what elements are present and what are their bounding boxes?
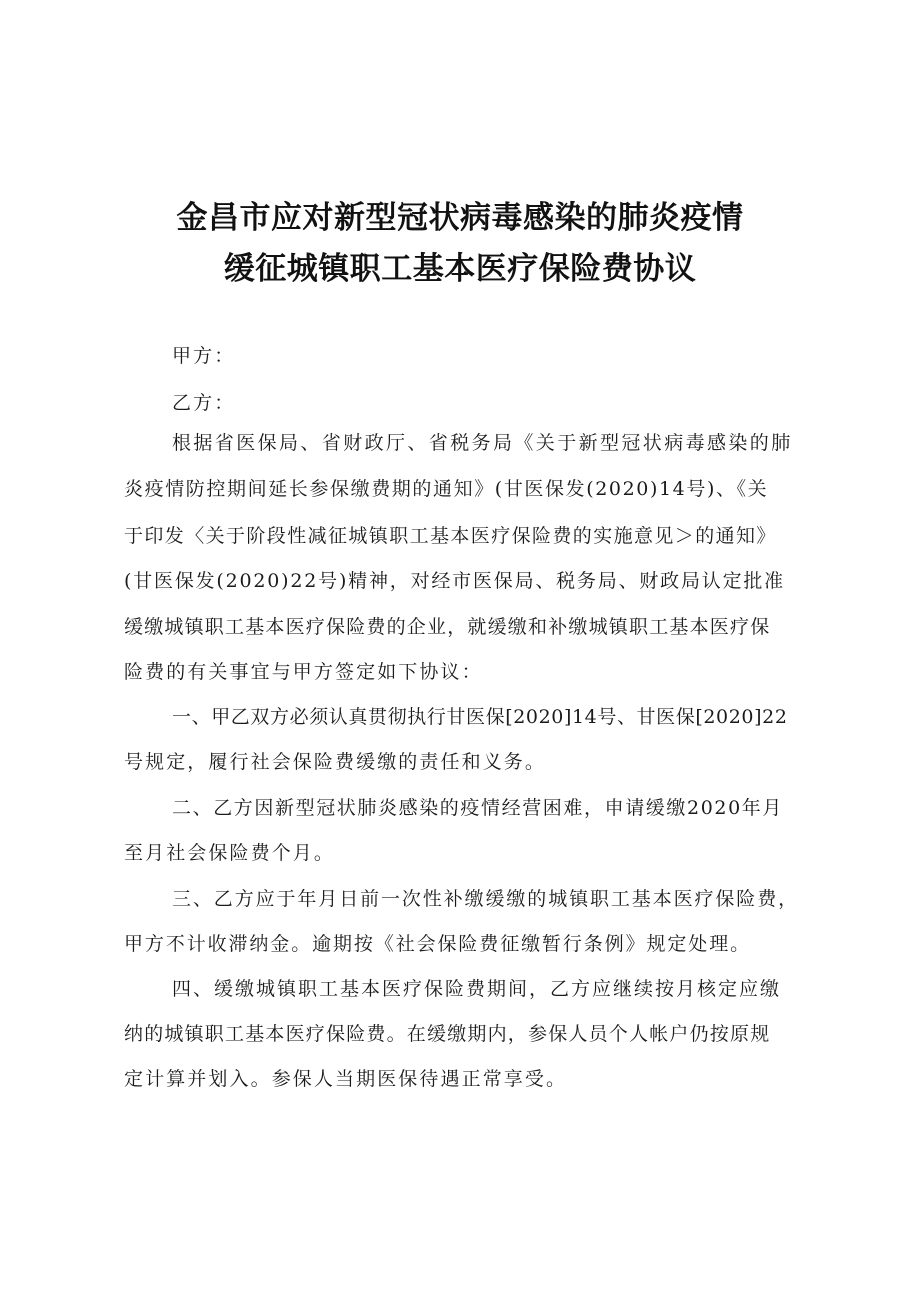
paragraph-line: 于印发〈关于阶段性减征城镇职工基本医疗保险费的实施意见＞的通知》 bbox=[124, 525, 777, 547]
document-title-line-1: 金昌市应对新型冠状病毒感染的肺炎疫情 bbox=[176, 200, 744, 236]
party-a-label: 甲方： bbox=[172, 345, 236, 367]
paragraph-line: 险费的有关事宜与甲方签定如下协议： bbox=[124, 661, 483, 683]
paragraph-line: 二、乙方因新型冠状肺炎感染的疫情经营困难，申请缓缴2020年月 bbox=[172, 797, 783, 819]
paragraph-line: 号规定，履行社会保险费缓缴的责任和义务。 bbox=[124, 751, 547, 773]
paragraph-line: 至月社会保险费个月。 bbox=[124, 842, 336, 864]
paragraph-line: 炎疫情防控期间延长参保缴费期的通知》(甘医保发(2020)14号)、《关 bbox=[124, 478, 769, 500]
document-title-line-2: 缓征城镇职工基本医疗保险费协议 bbox=[223, 251, 697, 287]
paragraph-line: 纳的城镇职工基本医疗保险费。在缓缴期内，参保人员个人帐户仍按原规 bbox=[124, 1023, 771, 1045]
paragraph-line: 一、甲乙双方必须认真贯彻执行甘医保[2020]14号、甘医保[2020]22 bbox=[172, 706, 788, 728]
party-b-label: 乙方： bbox=[172, 392, 236, 414]
paragraph-line: 三、乙方应于年月日前一次性补缴缓缴的城镇职工基本医疗保险费， bbox=[172, 888, 800, 910]
paragraph-line: 甲方不计收滞纳金。逾期按《社会保险费征缴暂行条例》规定处理。 bbox=[124, 933, 752, 955]
paragraph-line: 定计算并划入。参保人当期医保待遇正常享受。 bbox=[124, 1068, 568, 1090]
paragraph-line: (甘医保发(2020)22号)精神，对经市医保局、税务局、财政局认定批准 bbox=[124, 570, 785, 592]
paragraph-line: 根据省医保局、省财政厅、省税务局《关于新型冠状病毒感染的肺 bbox=[172, 432, 793, 454]
paragraph-line: 四、缓缴城镇职工基本医疗保险费期间，乙方应继续按月核定应缴 bbox=[172, 978, 782, 1000]
paragraph-line: 缓缴城镇职工基本医疗保险费的企业，就缓缴和补缴城镇职工基本医疗保 bbox=[124, 616, 771, 638]
